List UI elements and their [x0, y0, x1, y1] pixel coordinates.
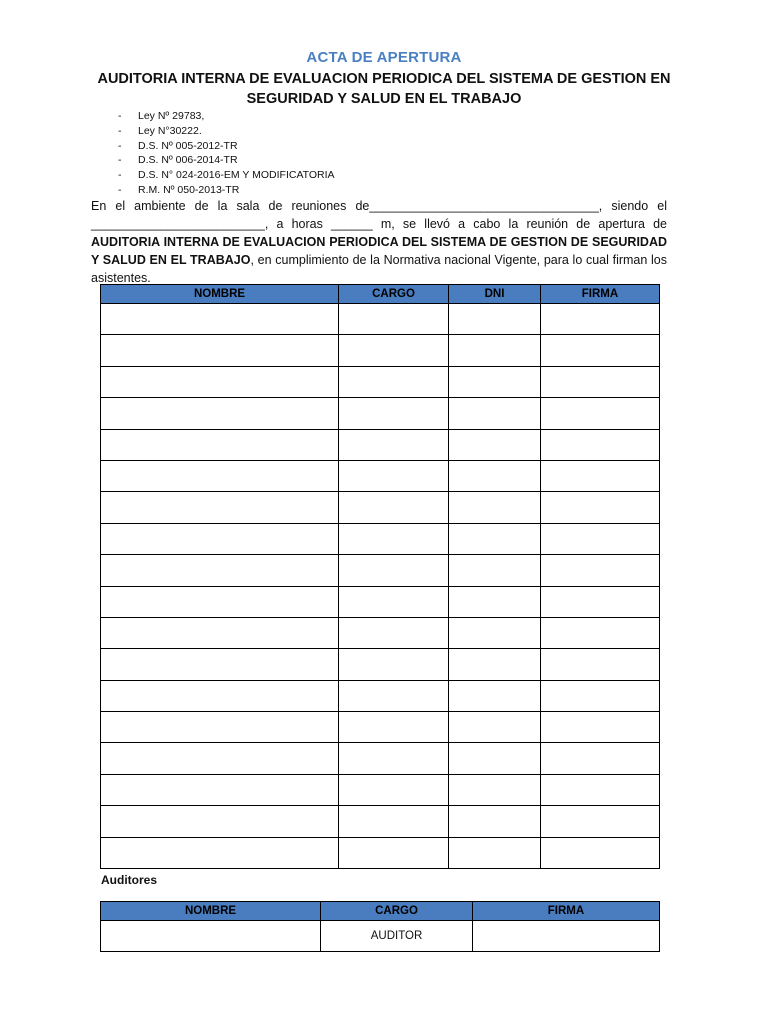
law-item: - Ley Nº 29783, [118, 110, 205, 122]
cell-firma[interactable] [541, 460, 660, 491]
cell-firma[interactable] [541, 335, 660, 366]
cell-dni[interactable] [449, 712, 541, 743]
cell-firma[interactable] [541, 586, 660, 617]
cell-firma[interactable] [541, 806, 660, 837]
cell-firma[interactable] [541, 712, 660, 743]
cell-dni[interactable] [449, 617, 541, 648]
cell-firma[interactable] [541, 429, 660, 460]
blank-date-field[interactable]: _________________________ [91, 217, 265, 231]
auditor-row [101, 921, 660, 952]
cell-cargo[interactable] [339, 586, 449, 617]
law-item: - D.S. N° 024-2016-EM Y MODIFICATORIA [118, 169, 335, 182]
auditors-header-nombre: NOMBRE [101, 902, 321, 921]
paragraph-text-4: , en cumplimiento de la Normativa nacional Vigente, para lo cual firman los asistentes. [91, 253, 668, 285]
cell-dni[interactable] [449, 492, 541, 523]
cell-firma[interactable] [541, 649, 660, 680]
cell-dni[interactable] [449, 335, 541, 366]
auditors-header-firma: FIRMA [473, 902, 660, 921]
blank-room-field[interactable]: _________________________________ [369, 199, 599, 213]
cell-cargo[interactable] [339, 398, 449, 429]
cell-dni[interactable] [449, 743, 541, 774]
cell-dni[interactable] [449, 555, 541, 586]
cell-dni[interactable] [449, 398, 541, 429]
table-row [101, 743, 660, 774]
cell-firma[interactable] [541, 304, 660, 335]
cell-cargo[interactable] [339, 335, 449, 366]
table-row [101, 806, 660, 837]
paragraph-text-1: En el ambiente de la sala de reuniones de [91, 199, 370, 213]
table-row [101, 712, 660, 743]
auditors-header-row [101, 902, 660, 921]
opening-paragraph [91, 197, 667, 287]
cell-firma[interactable] [541, 680, 660, 711]
cell-dni[interactable] [449, 460, 541, 491]
paragraph-text-2: , siendo el [598, 199, 667, 213]
auditors-label: Auditores [101, 873, 158, 887]
law-list [118, 109, 335, 198]
table-row [101, 837, 660, 868]
cell-nombre[interactable] [101, 492, 339, 523]
cell-cargo[interactable] [339, 366, 449, 397]
paragraph-bold-audit: AUDITORIA INTERNA DE EVALUACION PERIODICA DEL SISTEMA DE GESTION DE SEGURIDAD Y SALUD EN EL TRABAJO [91, 235, 667, 267]
table-row [101, 774, 660, 805]
cell-dni[interactable] [449, 429, 541, 460]
cell-cargo[interactable] [339, 492, 449, 523]
cell-cargo[interactable] [339, 304, 449, 335]
auditors-header-cargo: CARGO [321, 902, 473, 921]
cell-dni[interactable] [449, 649, 541, 680]
cell-nombre[interactable] [101, 774, 339, 805]
cell-nombre[interactable] [101, 837, 339, 868]
cell-cargo[interactable] [339, 743, 449, 774]
cell-dni[interactable] [449, 304, 541, 335]
header-nombre: NOMBRE [101, 285, 339, 304]
paragraph-text-3: , a horas ______ m, se llevó a cabo la reunión de apertura de [264, 217, 667, 231]
cell-nombre[interactable] [101, 649, 339, 680]
table-row [101, 304, 660, 335]
auditors-table [100, 901, 660, 952]
cell-nombre[interactable] [101, 555, 339, 586]
table-row [101, 398, 660, 429]
table-row [101, 492, 660, 523]
cell-dni[interactable] [449, 680, 541, 711]
cell-nombre[interactable] [101, 398, 339, 429]
auditor-nombre-cell[interactable] [101, 921, 321, 952]
law-item: - D.S. Nº 006-2014-TR [118, 154, 238, 167]
cell-cargo[interactable] [339, 617, 449, 648]
cell-firma[interactable] [541, 492, 660, 523]
cell-dni[interactable] [449, 523, 541, 554]
table-row [101, 680, 660, 711]
cell-cargo[interactable] [339, 429, 449, 460]
cell-dni[interactable] [449, 774, 541, 805]
cell-cargo[interactable] [339, 837, 449, 868]
cell-dni[interactable] [449, 366, 541, 397]
document-subtitle [70, 69, 698, 109]
cell-cargo[interactable] [339, 649, 449, 680]
auditor-cargo-cell: AUDITOR [321, 921, 473, 952]
cell-firma[interactable] [541, 366, 660, 397]
table-row [101, 335, 660, 366]
cell-cargo[interactable] [339, 712, 449, 743]
table-row [101, 429, 660, 460]
cell-nombre[interactable] [101, 523, 339, 554]
cell-nombre[interactable] [101, 460, 339, 491]
subtitle-line-2: SEGURIDAD Y SALUD EN EL TRABAJO [246, 91, 522, 107]
cell-nombre[interactable] [101, 617, 339, 648]
cell-firma[interactable] [541, 774, 660, 805]
cell-firma[interactable] [541, 743, 660, 774]
cell-cargo[interactable] [339, 680, 449, 711]
attendees-header-row [101, 285, 660, 304]
header-cargo: CARGO [339, 285, 449, 304]
cell-firma[interactable] [541, 555, 660, 586]
header-dni: DNI [449, 285, 541, 304]
header-firma: FIRMA [541, 285, 660, 304]
cell-nombre[interactable] [101, 680, 339, 711]
cell-cargo[interactable] [339, 806, 449, 837]
cell-nombre[interactable] [101, 586, 339, 617]
table-row [101, 555, 660, 586]
auditor-firma-cell[interactable] [473, 921, 660, 952]
law-item: - Ley N°30222. [118, 124, 202, 137]
law-item: - R.M. Nº 050-2013-TR [118, 183, 240, 196]
cell-dni[interactable] [449, 806, 541, 837]
cell-dni[interactable] [449, 837, 541, 868]
attendees-table [100, 284, 660, 869]
cell-cargo[interactable] [339, 523, 449, 554]
table-row [101, 366, 660, 397]
attendees-table-body [101, 304, 660, 869]
cell-cargo[interactable] [339, 555, 449, 586]
table-row [101, 460, 660, 491]
cell-nombre[interactable] [101, 335, 339, 366]
cell-cargo[interactable] [339, 774, 449, 805]
cell-nombre[interactable] [101, 366, 339, 397]
cell-nombre[interactable] [101, 712, 339, 743]
cell-nombre[interactable] [101, 429, 339, 460]
cell-nombre[interactable] [101, 304, 339, 335]
table-row [101, 586, 660, 617]
table-row [101, 523, 660, 554]
cell-firma[interactable] [541, 837, 660, 868]
cell-dni[interactable] [449, 586, 541, 617]
law-item: - D.S. Nº 005-2012-TR [118, 139, 238, 152]
document-title: ACTA DE APERTURA [306, 49, 462, 66]
cell-cargo[interactable] [339, 460, 449, 491]
cell-firma[interactable] [541, 398, 660, 429]
table-row [101, 617, 660, 648]
cell-nombre[interactable] [101, 806, 339, 837]
cell-nombre[interactable] [101, 743, 339, 774]
table-row [101, 649, 660, 680]
cell-firma[interactable] [541, 523, 660, 554]
subtitle-line-1: AUDITORIA INTERNA DE EVALUACION PERIODICA DEL SISTEMA DE GESTION EN [97, 71, 671, 87]
cell-firma[interactable] [541, 617, 660, 648]
